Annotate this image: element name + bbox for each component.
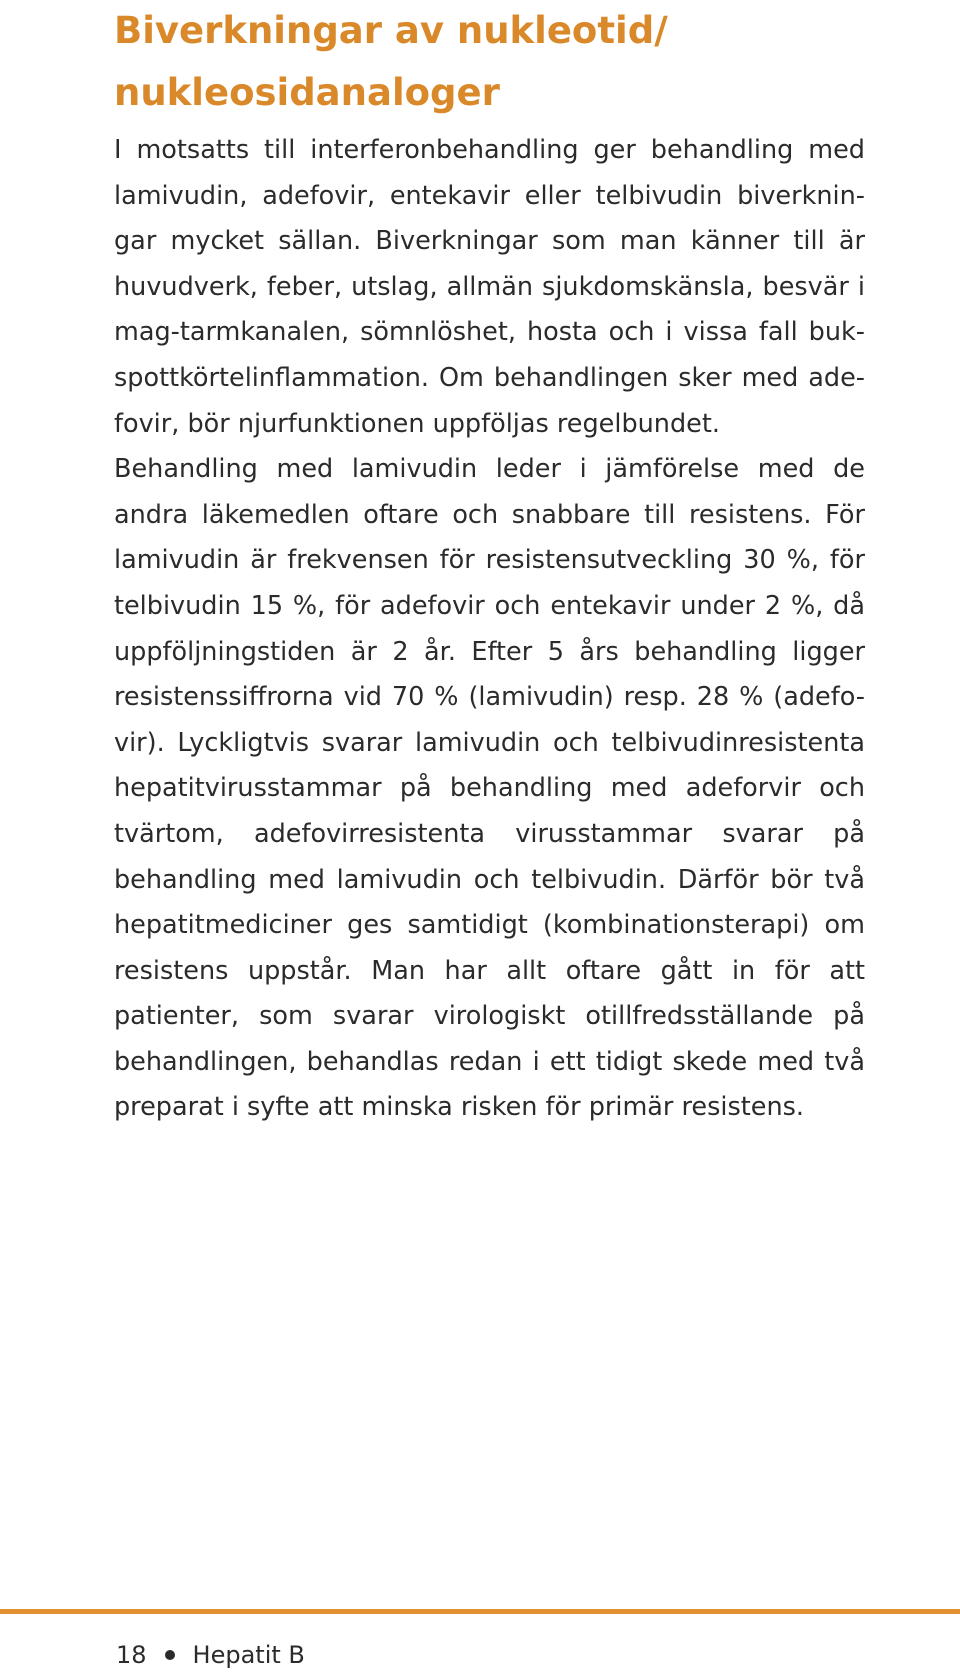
body-line: behandling med lamivudin och telbivudin. Därför bör två xyxy=(114,864,865,895)
body-line: andra läkemedlen oftare och snabbare till resistens. För xyxy=(114,499,865,530)
body-line: lamivudin, adefovir, entekavir eller telbivudin biverknin- xyxy=(114,180,865,211)
body-line: Behandling med lamivudin leder i jämförelse med de xyxy=(114,454,865,485)
body-line: huvudverk, feber, utslag, allmän sjukdomskänsla, besvär i xyxy=(114,271,865,302)
body-line: fovir, bör njurfunktionen uppföljas regelbundet. xyxy=(114,408,720,439)
page-number: 18 xyxy=(116,1641,147,1669)
body-line: tvärtom, adefovirresistenta virusstammar svarar på xyxy=(114,818,865,849)
body-line: hepatitmediciner ges samtidigt (kombinationsterapi) om xyxy=(114,910,865,941)
body-line: resistenssiffrorna vid 70 % (lamivudin) resp. 28 % (adefo- xyxy=(114,682,865,713)
body-line: mag-tarmkanalen, sömnlöshet, hosta och i vissa fall buk- xyxy=(114,317,865,348)
body-line: I motsatts till interferonbehandling ger behandling med xyxy=(114,135,865,165)
body-line: preparat i syfte att minska risken för primär resistens. xyxy=(114,1092,805,1123)
body-line: patienter, som svarar virologiskt otillfredsställande på xyxy=(114,1001,865,1032)
body-line: resistens uppstår. Man har allt oftare gått in för att xyxy=(114,955,865,986)
section-heading xyxy=(114,0,874,124)
heading-line-1: Biverkningar av nukleotid/ xyxy=(114,9,668,52)
body-line: spottkörtelinflammation. Om behandlingen sker med ade- xyxy=(114,362,865,393)
bullet-icon xyxy=(165,1650,175,1660)
body-line: telbivudin 15 %, för adefovir och entekavir under 2 %, då xyxy=(114,590,865,621)
publication-title: Hepatit B xyxy=(192,1641,305,1669)
body-line: behandlingen, behandlas redan i ett tidigt skede med två xyxy=(114,1046,865,1077)
body-line: uppföljningstiden är 2 år. Efter 5 års behandling ligger xyxy=(114,636,865,667)
footer-rule xyxy=(0,1609,960,1614)
body-line: gar mycket sällan. Biverkningar som man känner till är xyxy=(114,226,865,257)
body-paragraph xyxy=(114,128,865,1131)
heading-line-2: nukleosidanaloger xyxy=(114,71,500,114)
page-footer xyxy=(116,1640,305,1670)
body-line: vir). Lyckligtvis svarar lamivudin och telbivudinresistenta xyxy=(114,727,865,758)
body-line: lamivudin är frekvensen för resistensutveckling 30 %, för xyxy=(114,545,865,576)
body-line: hepatitvirusstammar på behandling med adeforvir och xyxy=(114,773,865,804)
